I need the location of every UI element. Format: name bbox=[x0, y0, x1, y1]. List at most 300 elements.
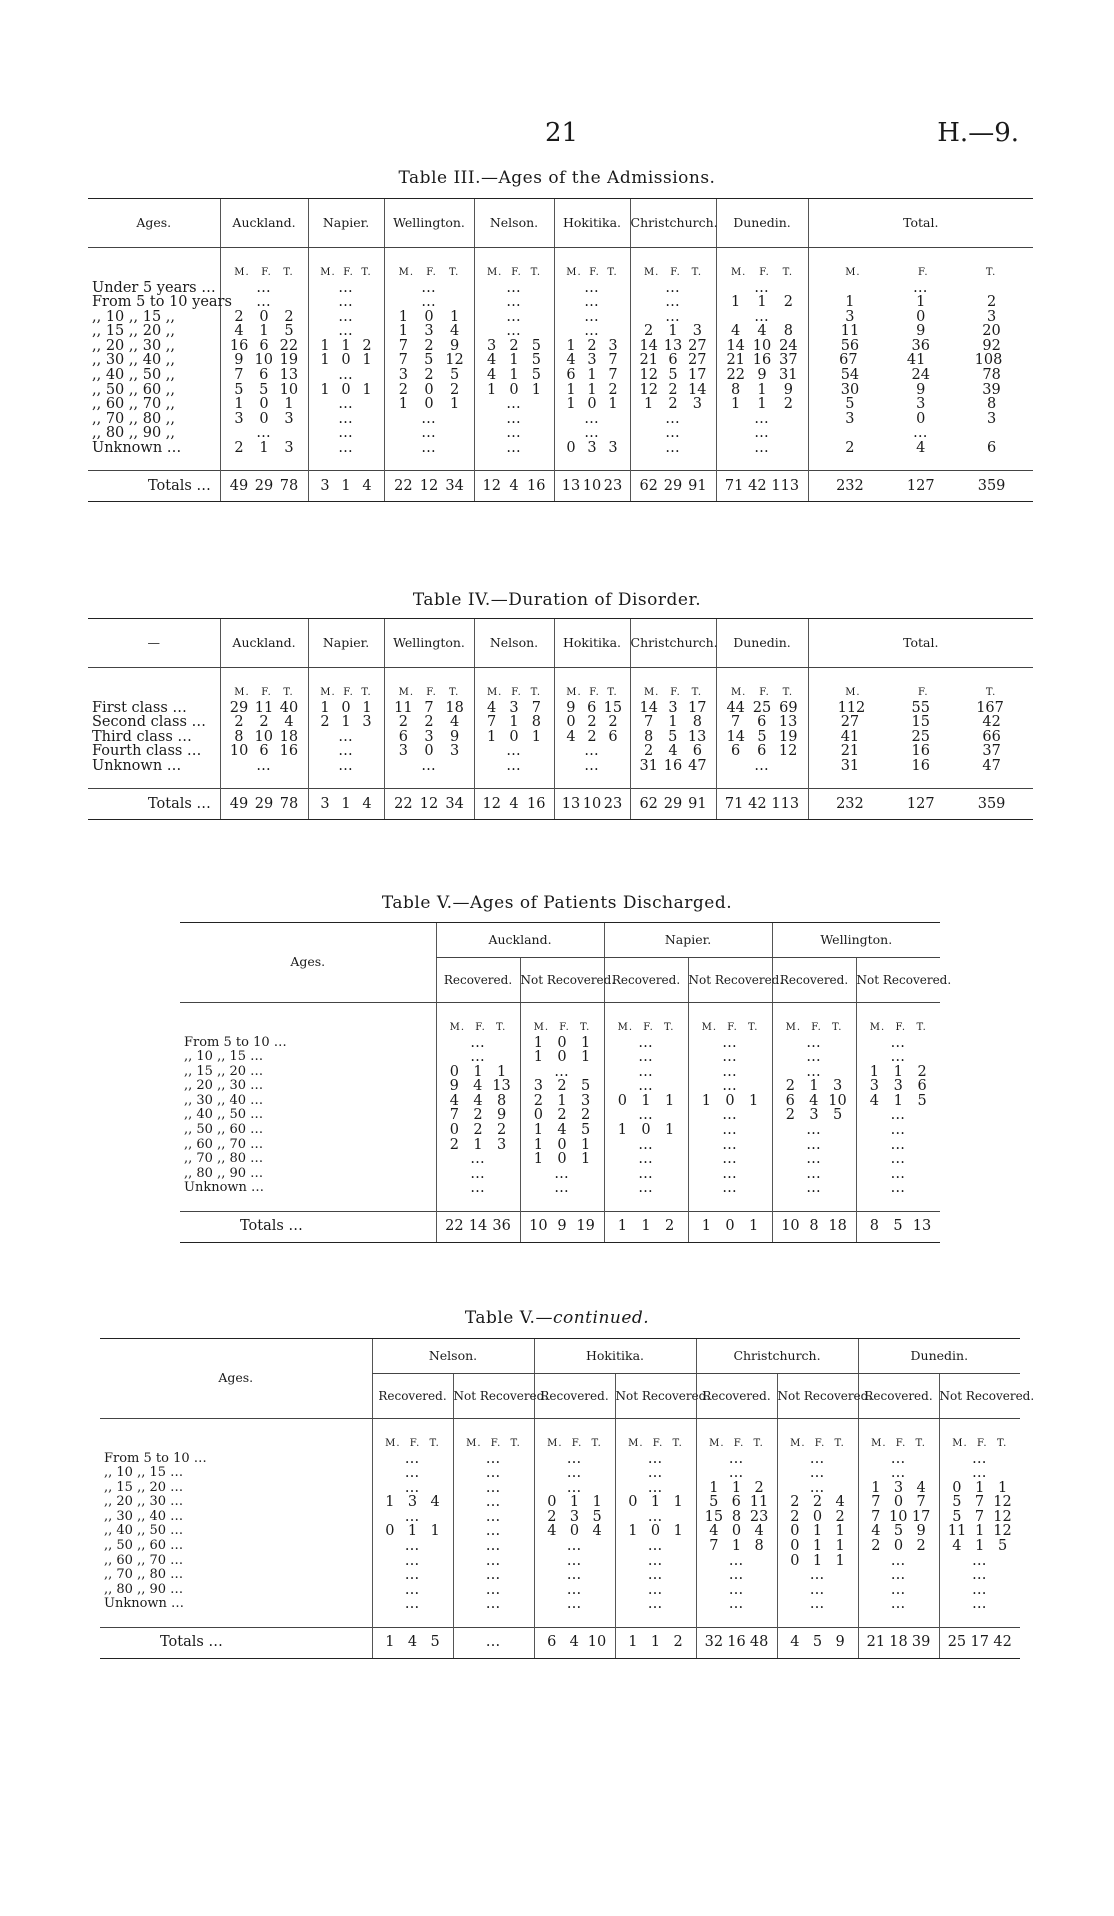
table-cell-values bbox=[616, 1524, 696, 1539]
table-cell-values bbox=[717, 744, 808, 759]
table-cell-values bbox=[555, 310, 630, 325]
table-cell-values bbox=[778, 1568, 858, 1583]
totals-label: Totals … bbox=[100, 1627, 372, 1658]
table-cell-value: … bbox=[647, 1567, 664, 1584]
mft-label: M. bbox=[320, 687, 336, 698]
table-cell-values bbox=[555, 759, 630, 774]
table-cell-value: 1 bbox=[975, 1479, 985, 1496]
table-cell-value: … bbox=[754, 308, 770, 325]
table-cell-values bbox=[717, 339, 808, 354]
mft-label: T. bbox=[996, 1438, 1008, 1449]
row-label: ,, 50 ,, 60 … bbox=[184, 1122, 264, 1138]
table5b-group-1: Hokitika. bbox=[534, 1339, 696, 1374]
table-cell-value: 2 bbox=[790, 1508, 800, 1525]
table-cell bbox=[474, 281, 554, 296]
table-cell-value: 2 bbox=[812, 1494, 823, 1511]
table-cell-value: … bbox=[806, 1122, 822, 1139]
table-row bbox=[100, 1539, 1020, 1554]
table-cell-values bbox=[221, 426, 308, 441]
spacer-cell bbox=[716, 773, 808, 788]
table-cell-values bbox=[717, 324, 808, 339]
table-cell-values bbox=[385, 310, 474, 325]
table-cell-values bbox=[631, 412, 716, 427]
table-cell bbox=[520, 1079, 604, 1094]
table-cell-value: 9 bbox=[497, 1107, 507, 1124]
totals-cell-value: 0 bbox=[725, 1218, 735, 1235]
table-cell-values bbox=[555, 744, 630, 759]
table-cell-values bbox=[689, 1094, 772, 1109]
table5b-mft-7-labels bbox=[940, 1437, 1021, 1452]
totals-cell-value: 91 bbox=[688, 477, 707, 494]
table-cell bbox=[688, 1152, 772, 1167]
table-cell-values bbox=[309, 324, 384, 339]
table-cell bbox=[384, 368, 474, 383]
table-cell bbox=[384, 730, 474, 745]
table-cell bbox=[520, 1167, 604, 1182]
table-cell-value: 3 bbox=[833, 1078, 843, 1095]
table-cell-values bbox=[385, 281, 474, 296]
table-cell-value: 2 bbox=[783, 396, 793, 413]
totals-cell-value: 49 bbox=[229, 795, 249, 812]
table-cell bbox=[615, 1510, 696, 1525]
table-cell-values bbox=[940, 1495, 1021, 1510]
mft-label: M. bbox=[701, 1022, 718, 1033]
table-cell-value: … bbox=[722, 1180, 738, 1197]
table-cell-values bbox=[631, 744, 716, 759]
table-cell-values bbox=[859, 1481, 939, 1496]
table-cell-values bbox=[605, 1108, 688, 1123]
table-cell-values bbox=[221, 744, 308, 759]
table3-mft-2-labels bbox=[385, 266, 474, 281]
table-cell-value: 4 bbox=[592, 1523, 602, 1540]
table-cell-value: … bbox=[404, 1479, 421, 1496]
table-cell-values bbox=[697, 1597, 777, 1612]
table-cell-value: … bbox=[256, 294, 272, 311]
table-cell-values bbox=[385, 368, 474, 383]
table-cell bbox=[856, 1094, 940, 1109]
table-cell-value: … bbox=[647, 1508, 664, 1525]
totals-cell-value: 49 bbox=[229, 477, 249, 494]
table-row bbox=[180, 1079, 940, 1094]
table-cell bbox=[554, 730, 630, 745]
table-cell-value: … bbox=[566, 1450, 583, 1467]
row-label: ,, 15 ,, 20 ,, bbox=[92, 323, 175, 340]
table-cell-values bbox=[616, 1568, 696, 1583]
table-cell-value: … bbox=[485, 1552, 502, 1569]
totals-cell-value: 9 bbox=[835, 1634, 845, 1651]
table-cell-value: 5 bbox=[531, 352, 541, 369]
table-cell-value: 1 bbox=[509, 367, 519, 384]
totals-cell-value: 42 bbox=[993, 1634, 1012, 1651]
mft-label: F. bbox=[571, 1438, 583, 1449]
table-cell-values bbox=[521, 1050, 604, 1065]
table-row bbox=[180, 1094, 940, 1109]
table-cell bbox=[474, 715, 554, 730]
table5b-mft-3-labels bbox=[616, 1437, 696, 1452]
table-row bbox=[100, 1452, 1020, 1467]
table4-mft-4-labels bbox=[555, 686, 630, 701]
table-cell-value: … bbox=[506, 425, 522, 442]
table-cell-values bbox=[221, 295, 308, 310]
table-cell bbox=[220, 339, 308, 354]
table3-header-row bbox=[88, 199, 1033, 248]
table5b-title-main: Table V.— bbox=[464, 1308, 553, 1328]
table-row bbox=[88, 353, 1033, 368]
table-cell-value: 18 bbox=[445, 699, 464, 716]
table-cell bbox=[474, 383, 554, 398]
totals-cell-value: 22 bbox=[445, 1218, 464, 1235]
mft-label: T. bbox=[510, 1438, 521, 1449]
table-cell bbox=[630, 701, 716, 716]
table-cell-values bbox=[605, 1065, 688, 1080]
table-cell-values bbox=[521, 1138, 604, 1153]
table-cell-values bbox=[475, 353, 554, 368]
table-cell-values bbox=[940, 1539, 1021, 1554]
table-row bbox=[100, 1481, 1020, 1496]
mft-label: M. bbox=[466, 1438, 482, 1449]
table-cell-values bbox=[309, 701, 384, 716]
table-cell bbox=[308, 295, 384, 310]
table-cell bbox=[384, 759, 474, 774]
mft-label: T. bbox=[283, 687, 294, 698]
totals-cell-values bbox=[809, 797, 1034, 812]
table-cell-values bbox=[697, 1524, 777, 1539]
table-cell-value: 1 bbox=[566, 396, 576, 413]
table-cell-values bbox=[631, 441, 716, 456]
table-cell-value: … bbox=[638, 1180, 654, 1197]
table-cell-value: 4 bbox=[450, 714, 460, 731]
table-cell bbox=[474, 295, 554, 310]
table-cell bbox=[554, 715, 630, 730]
table-cell-value: 13 bbox=[663, 337, 683, 354]
table-cell bbox=[308, 339, 384, 354]
table-cell-values bbox=[857, 1094, 941, 1109]
table-cell bbox=[220, 353, 308, 368]
table-cell-values bbox=[555, 426, 630, 441]
table-cell-value: 8 bbox=[731, 1508, 742, 1525]
table-cell-value: 4 bbox=[809, 1092, 819, 1109]
table-cell-value: 8 bbox=[692, 714, 702, 731]
table-cell-values bbox=[555, 715, 630, 730]
table4-mft-spacer bbox=[88, 668, 220, 701]
spacer-cell bbox=[939, 1612, 1020, 1627]
table-cell-values bbox=[717, 759, 808, 774]
table-cell-values bbox=[773, 1152, 856, 1167]
table-cell bbox=[308, 730, 384, 745]
mft-label: T. bbox=[916, 1022, 927, 1033]
table-cell-values bbox=[778, 1466, 858, 1481]
table-row bbox=[88, 339, 1033, 354]
table-cell-values bbox=[475, 701, 554, 716]
table-cell-value: 16 bbox=[229, 337, 249, 354]
table-cell-values bbox=[940, 1568, 1021, 1583]
totals-cell-values bbox=[809, 479, 1034, 494]
row-label: ,, 70 ,, 80 … bbox=[184, 1151, 264, 1167]
mft-label: M. bbox=[398, 687, 415, 698]
table-cell-values bbox=[221, 412, 308, 427]
table-cell-values bbox=[631, 368, 716, 383]
table-cell-value: 2 bbox=[790, 1494, 800, 1511]
table-cell-value: 6 bbox=[259, 743, 269, 760]
mft-label: F. bbox=[977, 1438, 988, 1449]
table3 bbox=[88, 198, 1033, 502]
totals-cell-values bbox=[605, 1219, 688, 1234]
totals-cell-value: 71 bbox=[724, 795, 744, 812]
table-cell bbox=[308, 324, 384, 339]
table-cell-values bbox=[778, 1481, 858, 1496]
table-cell bbox=[453, 1510, 534, 1525]
table-cell-values bbox=[616, 1495, 696, 1510]
table-cell-value: 3 bbox=[916, 396, 926, 413]
table-cell-value: 5 bbox=[668, 728, 678, 745]
row-label: First class … bbox=[92, 699, 187, 716]
spacer-row bbox=[100, 1612, 1020, 1627]
table3-mft-0 bbox=[220, 248, 308, 281]
spacer-cell bbox=[100, 1612, 372, 1627]
table-cell-value: 11 bbox=[394, 699, 413, 716]
table-cell bbox=[716, 730, 808, 745]
table-cell-value: 31 bbox=[840, 757, 860, 774]
table-cell-value: 6 bbox=[259, 367, 269, 384]
table-cell-values bbox=[475, 759, 554, 774]
table-cell-value: 1 bbox=[473, 1063, 483, 1080]
table-cell-value: 2 bbox=[754, 1479, 764, 1496]
table-cell-value: 0 bbox=[893, 1494, 904, 1511]
row-label: ,, 10 ,, 15 … bbox=[104, 1465, 184, 1481]
spacer-cell bbox=[615, 1612, 696, 1627]
totals-cell-value: 12 bbox=[482, 477, 501, 494]
totals-cell bbox=[308, 471, 384, 502]
spacer-cell bbox=[630, 456, 716, 471]
table-cell bbox=[856, 1138, 940, 1153]
table3-header-8: Total. bbox=[808, 199, 1033, 248]
table5b-title bbox=[0, 1308, 1114, 1328]
table-cell bbox=[772, 1152, 856, 1167]
table-cell-value: … bbox=[754, 425, 770, 442]
table-cell-value: … bbox=[890, 1450, 907, 1467]
table-cell bbox=[384, 701, 474, 716]
table-row bbox=[88, 426, 1033, 441]
table-cell-values bbox=[809, 368, 1034, 383]
table-cell-value: 0 bbox=[341, 699, 351, 716]
table-cell bbox=[939, 1452, 1020, 1467]
table-cell-value: … bbox=[728, 1581, 745, 1598]
table-cell bbox=[308, 353, 384, 368]
totals-cell-values bbox=[717, 479, 808, 494]
table-cell-values bbox=[221, 310, 308, 325]
spacer-cell bbox=[858, 1612, 939, 1627]
table-cell-value: … bbox=[470, 1180, 486, 1197]
mft-label: F. bbox=[895, 1022, 907, 1033]
table-cell bbox=[716, 397, 808, 412]
table5a-mft-0-labels bbox=[437, 1021, 520, 1036]
mft-label: F. bbox=[426, 267, 437, 278]
table-cell bbox=[220, 426, 308, 441]
row-label: From 5 to 10 … bbox=[184, 1034, 287, 1050]
table3-mft-4-labels bbox=[555, 266, 630, 281]
table-cell-value: … bbox=[638, 1049, 654, 1066]
table-cell-value: 3 bbox=[893, 1078, 903, 1095]
table-row bbox=[88, 310, 1033, 325]
table-cell bbox=[688, 1108, 772, 1123]
table-cell-value: 3 bbox=[809, 1107, 819, 1124]
table-cell bbox=[220, 701, 308, 716]
table-cell bbox=[308, 715, 384, 730]
table-cell-values bbox=[521, 1123, 604, 1138]
mft-label: T. bbox=[834, 1438, 845, 1449]
table-cell bbox=[808, 397, 1033, 412]
table-cell-value: … bbox=[506, 743, 522, 760]
table-cell-value: 9 bbox=[916, 1523, 926, 1540]
table-cell-value: 54 bbox=[840, 367, 860, 384]
table-cell-values bbox=[535, 1466, 615, 1481]
row-label: Unknown … bbox=[184, 1180, 265, 1196]
table-cell-value: 27 bbox=[688, 352, 707, 369]
table-cell bbox=[554, 441, 630, 456]
table-cell-values bbox=[717, 353, 808, 368]
table-cell-value: … bbox=[506, 396, 522, 413]
table-cell bbox=[939, 1524, 1020, 1539]
table-cell-value: 29 bbox=[229, 699, 249, 716]
table-cell bbox=[615, 1452, 696, 1467]
table-cell bbox=[856, 1123, 940, 1138]
mft-label: M. bbox=[785, 1022, 802, 1033]
table-cell-values bbox=[857, 1123, 941, 1138]
totals-cell-value: 16 bbox=[527, 795, 546, 812]
table-cell bbox=[688, 1079, 772, 1094]
table-cell bbox=[858, 1597, 939, 1612]
table5b-sub-3-0: Recovered. bbox=[858, 1374, 939, 1419]
table-cell bbox=[384, 281, 474, 296]
table-cell-value: … bbox=[722, 1122, 738, 1139]
table-cell-value: … bbox=[972, 1567, 988, 1584]
table-cell bbox=[858, 1452, 939, 1467]
table-cell-value: 3 bbox=[581, 1092, 591, 1109]
table5b bbox=[100, 1338, 1035, 1659]
mft-label: T. bbox=[691, 687, 703, 698]
mft-label: F. bbox=[343, 267, 354, 278]
table-cell bbox=[772, 1050, 856, 1065]
table-cell bbox=[716, 281, 808, 296]
table-cell-value: … bbox=[806, 1049, 822, 1066]
table-cell bbox=[630, 730, 716, 745]
table-cell bbox=[534, 1495, 615, 1510]
table-cell-value: 2 bbox=[587, 337, 597, 354]
table-cell-value: … bbox=[485, 1567, 502, 1584]
totals-cell bbox=[604, 1211, 688, 1242]
table-cell-value: 14 bbox=[639, 699, 658, 716]
table-cell bbox=[858, 1495, 939, 1510]
table-cell bbox=[554, 310, 630, 325]
table-cell bbox=[688, 1123, 772, 1138]
table-cell-value: … bbox=[806, 1063, 822, 1080]
table-cell-value: 3 bbox=[533, 1078, 543, 1095]
mft-label: M. bbox=[709, 1438, 725, 1449]
totals-cell bbox=[220, 789, 308, 820]
table-cell bbox=[604, 1050, 688, 1065]
table-cell-value: 5 bbox=[757, 728, 767, 745]
table-cell-value: 4 bbox=[430, 1494, 440, 1511]
table-cell-value: 5 bbox=[581, 1078, 591, 1095]
table-cell-value: … bbox=[470, 1151, 486, 1168]
table-cell-value: 6 bbox=[259, 337, 269, 354]
table-cell bbox=[436, 1079, 520, 1094]
table-cell-value: … bbox=[722, 1151, 738, 1168]
table-cell-value: 2 bbox=[608, 381, 618, 398]
table-cell-value: 15 bbox=[911, 714, 930, 731]
table-cell-value: 14 bbox=[639, 337, 658, 354]
table-cell bbox=[939, 1583, 1020, 1598]
table-cell bbox=[939, 1597, 1020, 1612]
table-cell bbox=[716, 701, 808, 716]
table-cell-value: 1 bbox=[398, 323, 408, 340]
table-cell-value: … bbox=[470, 1165, 486, 1182]
table3-header-6: Christchurch. bbox=[630, 199, 716, 248]
table-cell-value: … bbox=[806, 1180, 822, 1197]
table-cell-values bbox=[385, 397, 474, 412]
table-cell-values bbox=[616, 1554, 696, 1569]
table-cell-values bbox=[631, 295, 716, 310]
table-cell-value: 5 bbox=[581, 1122, 591, 1139]
table-cell-values bbox=[631, 353, 716, 368]
table-cell-values bbox=[521, 1152, 604, 1167]
mft-label: M. bbox=[486, 687, 503, 698]
row-label: Unknown … bbox=[104, 1596, 185, 1612]
table5b-sub-1-0: Recovered. bbox=[534, 1374, 615, 1419]
mft-label: T. bbox=[448, 687, 460, 698]
table-cell-values bbox=[809, 397, 1034, 412]
mft-label: F. bbox=[511, 687, 522, 698]
table-cell bbox=[534, 1452, 615, 1467]
table-cell-values bbox=[373, 1583, 453, 1598]
table-cell-value: … bbox=[665, 308, 681, 325]
table-cell bbox=[474, 441, 554, 456]
table-cell-value: 1 bbox=[259, 440, 269, 457]
table-cell-value: 0 bbox=[731, 1523, 742, 1540]
table5a-mft-5 bbox=[856, 1003, 940, 1036]
totals-cell bbox=[554, 789, 630, 820]
mft-label: F. bbox=[261, 687, 272, 698]
table-cell-value: … bbox=[485, 1596, 502, 1613]
mft-label: F. bbox=[261, 267, 272, 278]
table-cell-value: 27 bbox=[840, 714, 860, 731]
table-cell bbox=[220, 295, 308, 310]
row-label: From 5 to 10 years bbox=[92, 294, 232, 311]
table-cell-value: … bbox=[404, 1450, 421, 1467]
table-cell-values bbox=[809, 339, 1034, 354]
table-cell-values bbox=[809, 383, 1034, 398]
table-cell-value: 2 bbox=[234, 440, 244, 457]
table5b-mft-6 bbox=[858, 1419, 939, 1452]
table-cell-values bbox=[475, 281, 554, 296]
table-cell-value: 1 bbox=[450, 308, 460, 325]
table4-mft-1-labels bbox=[309, 686, 384, 701]
table4-mft-7 bbox=[808, 668, 1033, 701]
table-cell bbox=[308, 701, 384, 716]
table-cell-value: … bbox=[972, 1465, 988, 1482]
table-cell-values bbox=[689, 1036, 772, 1051]
table-cell-value: 4 bbox=[871, 1523, 881, 1540]
table-row bbox=[180, 1181, 940, 1196]
table-cell-values bbox=[697, 1568, 777, 1583]
table-cell-value: 1 bbox=[533, 1049, 543, 1066]
table-cell-value: 2 bbox=[668, 396, 678, 413]
table-cell bbox=[858, 1524, 939, 1539]
table-cell-values bbox=[221, 397, 308, 412]
table-cell-values bbox=[631, 759, 716, 774]
mft-label: M. bbox=[730, 267, 747, 278]
table-cell-values bbox=[309, 715, 384, 730]
